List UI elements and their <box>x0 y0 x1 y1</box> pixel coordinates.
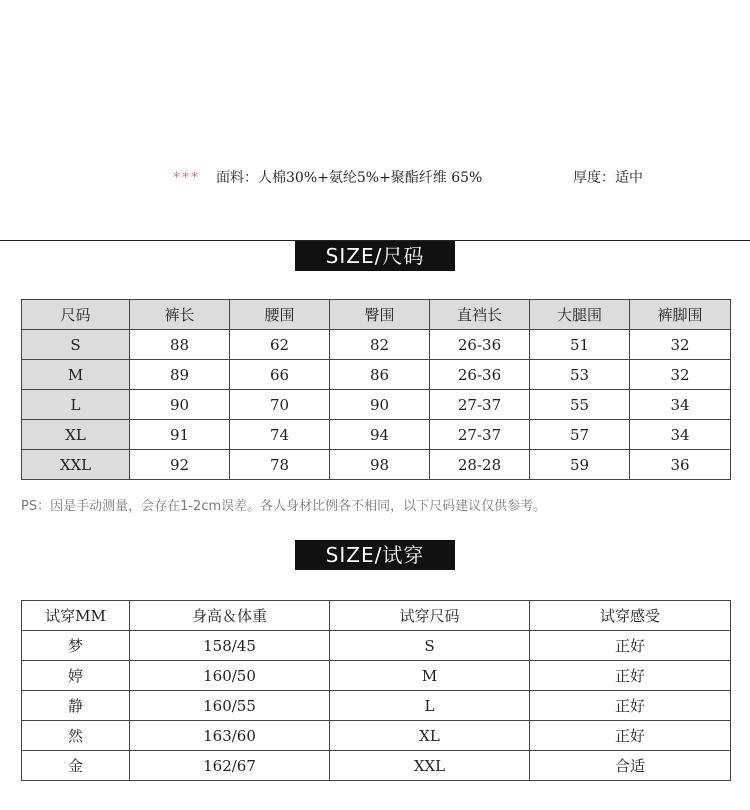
fabric-thickness: 厚度：适中 <box>573 170 643 186</box>
header-cell: 大腿围 <box>530 300 630 330</box>
table-cell: 74 <box>230 420 330 450</box>
table-row <box>22 450 731 480</box>
table-cell: 91 <box>130 420 230 450</box>
table-cell: 94 <box>330 420 430 450</box>
fabric-info <box>0 168 750 188</box>
table-cell: S <box>22 330 130 360</box>
table-cell: 158/45 <box>130 631 330 661</box>
table-cell: 正好 <box>530 691 731 721</box>
table-cell: 57 <box>530 420 630 450</box>
table-cell: 32 <box>630 360 731 390</box>
table-cell: 70 <box>230 390 330 420</box>
table-cell: 160/55 <box>130 691 330 721</box>
table-cell: 34 <box>630 390 731 420</box>
size-table-header <box>22 300 731 330</box>
table-cell: 163/60 <box>130 721 330 751</box>
table-cell: 66 <box>230 360 330 390</box>
fabric-material: 面料：人棉30%+氨纶5%+聚酯纤维 65% <box>216 170 483 186</box>
table-cell: 然 <box>22 721 130 751</box>
table-cell: XL <box>22 420 130 450</box>
header-cell: 臀围 <box>330 300 430 330</box>
table-cell: 34 <box>630 420 731 450</box>
table-cell: 88 <box>130 330 230 360</box>
header-cell: 直裆长 <box>430 300 530 330</box>
table-cell: 正好 <box>530 661 731 691</box>
table-cell: 62 <box>230 330 330 360</box>
table-cell: 51 <box>530 330 630 360</box>
table-row <box>22 631 731 661</box>
ps-note: PS：因是手动测量，会存在1-2cm误差。各人身材比例各不相同，以下尺码建议仅供参考。 <box>21 499 547 514</box>
table-cell: 32 <box>630 330 731 360</box>
table-cell: 89 <box>130 360 230 390</box>
table-row <box>22 721 731 751</box>
table-row <box>22 420 731 450</box>
size-banner: SIZE/尺码 <box>295 241 455 271</box>
table-cell: 90 <box>130 390 230 420</box>
table-cell: 26-36 <box>430 360 530 390</box>
table-row <box>22 390 731 420</box>
star-decoration: *** <box>173 170 200 186</box>
table-row <box>22 751 731 781</box>
table-cell: 金 <box>22 751 130 781</box>
header-cell: 身高＆体重 <box>130 601 330 631</box>
header-cell: 尺码 <box>22 300 130 330</box>
table-cell: 36 <box>630 450 731 480</box>
table-cell: S <box>330 631 530 661</box>
size-table <box>21 299 731 480</box>
table-cell: 27-37 <box>430 420 530 450</box>
table-row <box>22 661 731 691</box>
table-cell: 婷 <box>22 661 130 691</box>
table-cell: M <box>22 360 130 390</box>
table-cell: M <box>330 661 530 691</box>
table-cell: 59 <box>530 450 630 480</box>
header-cell: 腰围 <box>230 300 330 330</box>
table-cell: L <box>22 390 130 420</box>
table-cell: 梦 <box>22 631 130 661</box>
table-cell: 82 <box>330 330 430 360</box>
table-cell: 92 <box>130 450 230 480</box>
table-cell: 合适 <box>530 751 731 781</box>
tryon-table-header <box>22 601 731 631</box>
header-cell: 试穿尺码 <box>330 601 530 631</box>
table-cell: 86 <box>330 360 430 390</box>
table-cell: 正好 <box>530 631 731 661</box>
table-cell: 90 <box>330 390 430 420</box>
table-cell: 98 <box>330 450 430 480</box>
table-row <box>22 330 731 360</box>
table-cell: 正好 <box>530 721 731 751</box>
table-cell: 78 <box>230 450 330 480</box>
header-cell: 试穿MM <box>22 601 130 631</box>
table-cell: 28-28 <box>430 450 530 480</box>
table-row <box>22 691 731 721</box>
header-cell: 裤长 <box>130 300 230 330</box>
table-cell: 162/67 <box>130 751 330 781</box>
header-cell: 试穿感受 <box>530 601 731 631</box>
table-cell: XXL <box>22 450 130 480</box>
table-cell: 55 <box>530 390 630 420</box>
table-cell: 静 <box>22 691 130 721</box>
table-cell: 160/50 <box>130 661 330 691</box>
header-cell: 裤脚围 <box>630 300 731 330</box>
tryon-banner: SIZE/试穿 <box>295 540 455 570</box>
table-cell: 53 <box>530 360 630 390</box>
table-cell: 26-36 <box>430 330 530 360</box>
table-cell: XL <box>330 721 530 751</box>
table-cell: L <box>330 691 530 721</box>
table-row <box>22 360 731 390</box>
tryon-table <box>21 600 731 781</box>
table-cell: XXL <box>330 751 530 781</box>
table-cell: 27-37 <box>430 390 530 420</box>
